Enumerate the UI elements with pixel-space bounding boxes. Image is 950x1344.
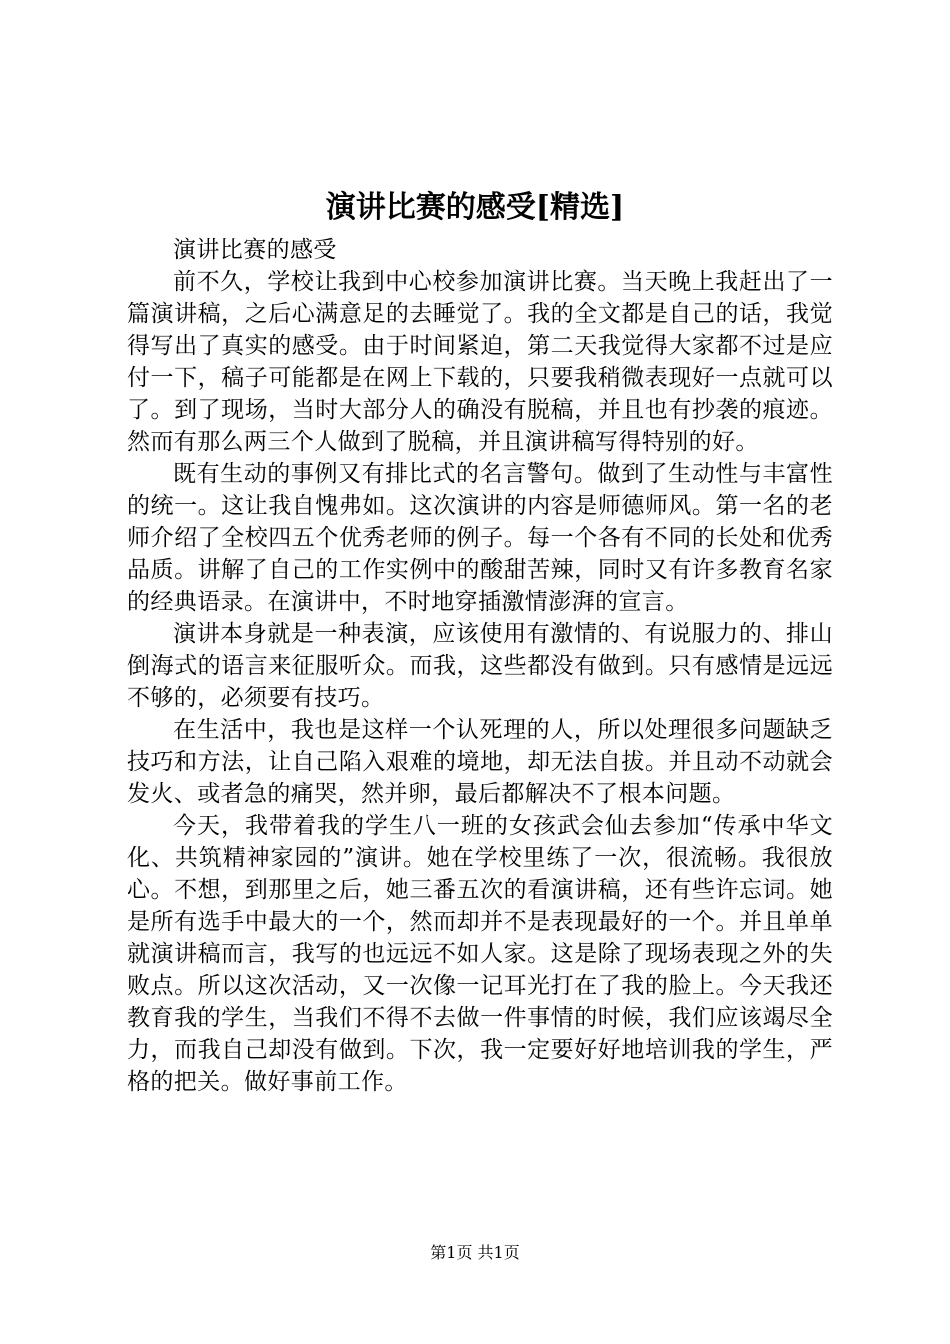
document-title: 演讲比赛的感受[精选] bbox=[325, 190, 625, 225]
page-footer: 第1页 共1页 bbox=[430, 1243, 520, 1262]
body-paragraph: 演讲本身就是一种表演，应该使用有激情的、有说服力的、排山倒海式的语言来征服听众。而我，这些都没有做到。只有感情是远远不够的，必须要有技巧。 bbox=[127, 621, 833, 711]
body-paragraph: 在生活中，我也是这样一个认死理的人，所以处理很多问题缺乏技巧和方法，让自己陷入艰难的境地，却无法自拔。并且动不动就会发火、或者急的痛哭，然并卵，最后都解决不了根本问题。 bbox=[127, 717, 833, 807]
document-body bbox=[127, 234, 833, 1098]
body-paragraph: 既有生动的事例又有排比式的名言警句。做到了生动性与丰富性的统一。这让我自愧弗如。这次演讲的内容是师德师风。第一名的老师介绍了全校四五个优秀老师的例子。每一个各有不同的长处和优秀品质。讲解了自己的工作实例中的酸甜苦辣，同时又有许多教育名家的经典语录。在演讲中，不时地穿插激情澎湃的宣言。 bbox=[127, 461, 833, 615]
subtitle-paragraph: 演讲比赛的感受 bbox=[173, 237, 337, 263]
body-paragraph: 前不久，学校让我到中心校参加演讲比赛。当天晚上我赶出了一篇演讲稿，之后心满意足的去睡觉了。我的全文都是自己的话，我觉得写出了真实的感受。由于时间紧迫，第二天我觉得大家都不过是应付一下，稿子可能都是在网上下载的，只要我稍微表现好一点就可以了。到了现场，当时大部分人的确没有脱稿，并且也有抄袭的痕迹。然而有那么两三个人做到了脱稿，并且演讲稿写得特别的好。 bbox=[127, 269, 833, 455]
body-paragraph: 今天，我带着我的学生八一班的女孩武会仙去参加“传承中华文化、共筑精神家园的”演讲。她在学校里练了一次，很流畅。我很放心。不想，到那里之后，她三番五次的看演讲稿，还有些许忘词。她是所有选手中最大的一个，然而却并不是表现最好的一个。并且单单就演讲稿而言，我写的也远远不如人家。这是除了现场表现之外的失败点。所以这次活动，又一次像一记耳光打在了我的脸上。今天我还教育我的学生，当我们不得不去做一件事情的时候，我们应该竭尽全力，而我自己却没有做到。下次，我一定要好好地培训我的学生，严格的把关。做好事前工作。 bbox=[127, 813, 833, 1095]
